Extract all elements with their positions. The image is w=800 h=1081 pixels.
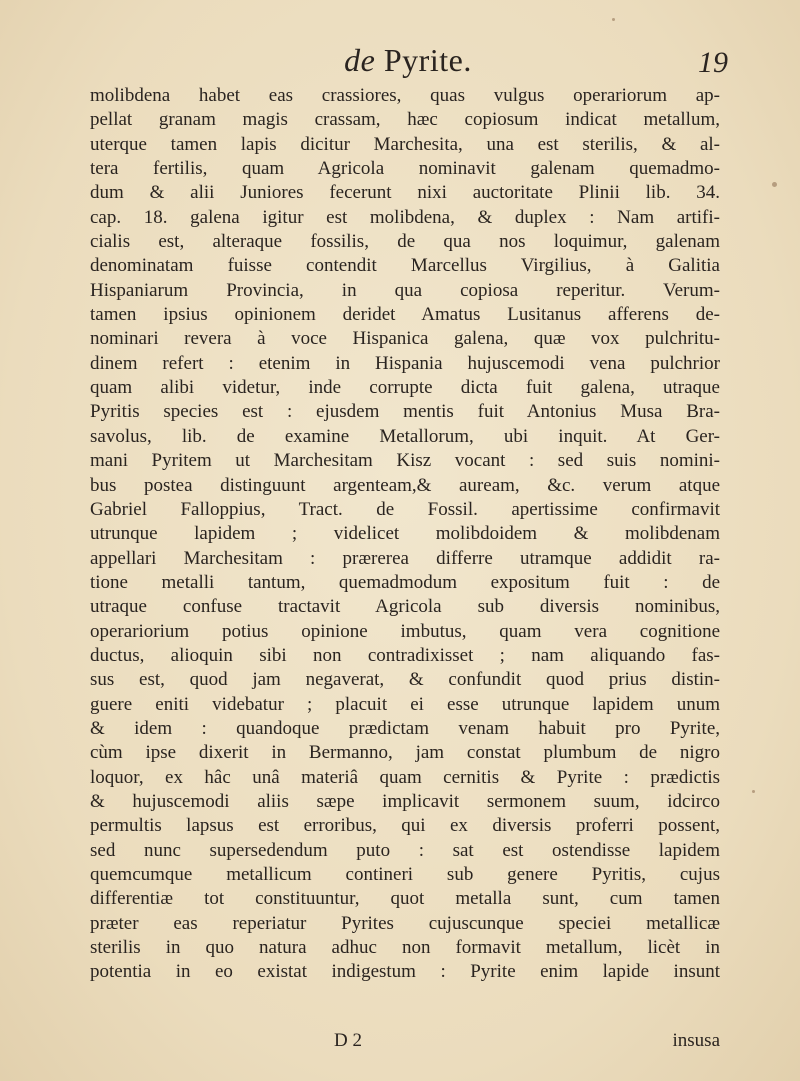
page-number: 19 [698, 46, 728, 79]
text-line: appellari Marchesitam : prærerea differre utramque addidit ra- [90, 547, 720, 569]
text-line: cap. 18. galena igitur est molibdena, & duplex : Nam artifi- [90, 206, 720, 228]
text-line: denominatam fuisse contendit Marcellus Virgilius, à Galitia [90, 255, 720, 277]
text-line: bus postea distinguunt argenteam,& auream, &c. verum atque [90, 474, 720, 496]
text-line: pellat granam magis crassam, hæc copiosum indicat metallum, [90, 109, 720, 131]
text-line: utraque confuse tractavit Agricola sub diversis nominibus, [90, 596, 720, 618]
signature-mark: D 2 [334, 1030, 362, 1051]
text-line: præter eas reperiatur Pyrites cujuscunque speciei metallicæ [90, 912, 720, 934]
text-line: Hispaniarum Provincia, in qua copiosa reperitur. Verum- [90, 279, 720, 301]
text-line: guere eniti videbatur ; placuit ei esse utrunque lapidem unum [90, 693, 720, 715]
text-line: sus est, quod jam negaverat, & confundit quod prius distin- [90, 669, 720, 691]
text-line: differentiæ tot constituuntur, quot metalla sunt, cum tamen [90, 888, 720, 910]
text-line: sterilis in quo natura adhuc non formavit metallum, licèt in [90, 937, 720, 959]
text-line: tione metalli tantum, quemadmodum expositum fuit : de [90, 571, 720, 593]
text-line: loquor, ex hâc unâ materiâ quam cernitis & Pyrite : prædictis [90, 766, 720, 788]
running-title-prefix: de [344, 42, 376, 78]
text-line: molibdena habet eas crassiores, quas vulgus operariorum ap- [90, 85, 720, 106]
text-line: permultis lapsus est erroribus, qui ex diversis proferri possent, [90, 815, 720, 837]
text-line: cùm ipse dixerit in Bermanno, jam constat plumbum de nigro [90, 742, 720, 764]
text-line: & hujuscemodi aliis sæpe implicavit sermonem suum, idcirco [90, 790, 720, 812]
text-line: Pyritis species est : ejusdem mentis fuit Antonius Musa Bra- [90, 401, 720, 423]
text-line: cialis est, alteraque fossilis, de qua nos loquimur, galenam [90, 231, 720, 253]
ink-speck [752, 790, 755, 793]
page-footer [90, 1028, 720, 1054]
text-line: quemcumque metallicum contineri sub genere Pyritis, cujus [90, 864, 720, 885]
catchword: insusa [672, 1030, 720, 1051]
running-title-main: Pyrite. [383, 42, 472, 78]
text-line: utrunque lapidem ; videlicet molibdoidem & molibdenam [90, 523, 720, 545]
text-line: tera fertilis, quam Agricola nominavit galenam quemadmo- [90, 158, 720, 180]
body-text [90, 84, 720, 985]
text-line: dum & alii Juniores fecerunt nixi auctoritate Plinii lib. 34. [90, 182, 720, 204]
text-line: operariorium potius opinione imbutus, quam vera cognitione [90, 620, 720, 642]
text-line: & idem : quandoque prædictam venam habuit pro Pyrite, [90, 717, 720, 739]
text-line: sed nunc supersedendum puto : sat est ostendisse lapidem [90, 839, 720, 861]
text-line: potentia in eo existat indigestum : Pyrite enim lapide insunt [90, 961, 720, 983]
text-line: mani Pyritem ut Marchesitam Kisz vocant : sed suis nomini- [90, 450, 720, 472]
text-line: quam alibi videtur, inde corrupte dicta fuit galena, utraque [90, 377, 720, 399]
ink-speck [772, 182, 777, 187]
ink-speck [612, 18, 615, 21]
text-line: Gabriel Falloppius, Tract. de Fossil. apertissime confirmavit [90, 498, 720, 520]
text-line: nominari revera à voce Hispanica galena, quæ vox pulchritu- [90, 328, 720, 350]
running-title [88, 42, 728, 79]
text-line: ductus, alioquin sibi non contradixisset ; nam aliquando fas- [90, 644, 720, 666]
text-line: tamen ipsius opinionem deridet Amatus Lusitanus afferens de- [90, 304, 720, 326]
text-line: uterque tamen lapis dicitur Marchesita, una est sterilis, & al- [90, 133, 720, 155]
text-line: savolus, lib. de examine Metallorum, ubi inquit. At Ger- [90, 425, 720, 447]
text-line: dinem refert : etenim in Hispania hujuscemodi vena pulchrior [90, 352, 720, 374]
